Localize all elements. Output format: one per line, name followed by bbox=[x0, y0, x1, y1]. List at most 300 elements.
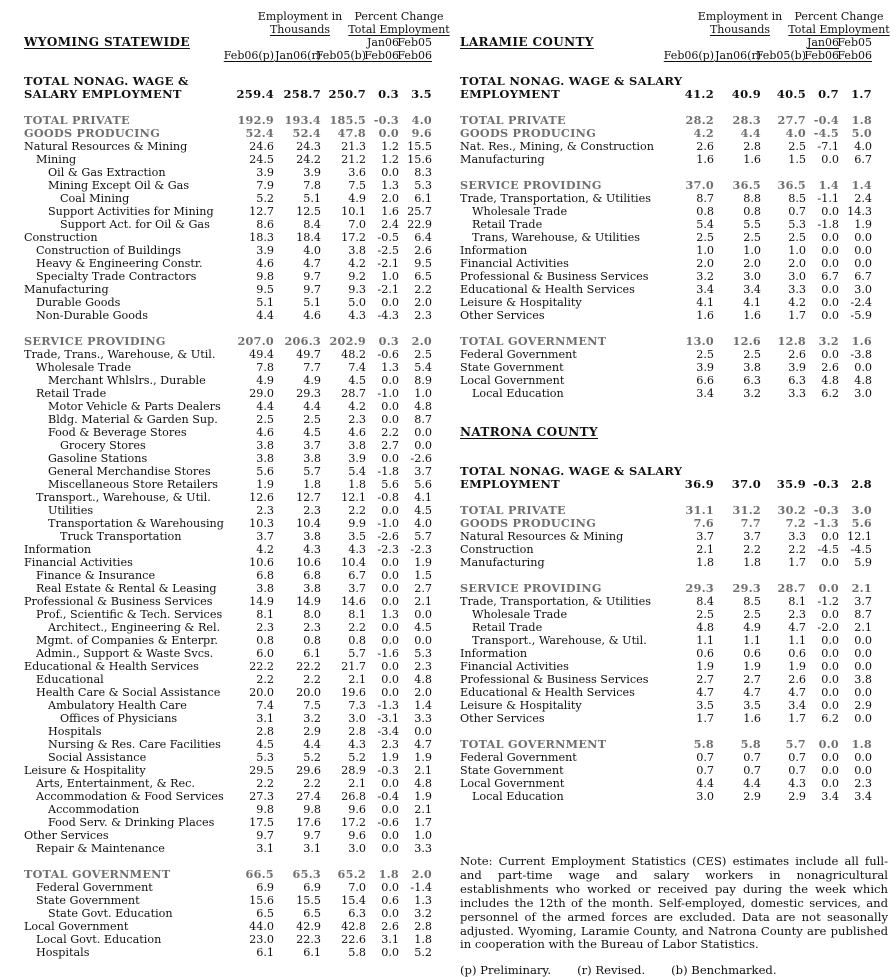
row-label: Social Assistance bbox=[48, 751, 147, 764]
cell-value: 15.6 bbox=[407, 153, 432, 166]
cell-value: 7.8 bbox=[303, 179, 321, 192]
cell-value: 4.7 bbox=[788, 686, 806, 699]
table-row bbox=[24, 88, 432, 101]
table-row bbox=[24, 127, 432, 140]
cell-value: 7.5 bbox=[348, 179, 366, 192]
cell-value: 2.1 bbox=[414, 595, 432, 608]
methodology-note: Note: Current Employment Statistics (CES) estimates include all full- and part-time wage and salary workers in nonagricultural establishments who worked or received pay during the week which includes the 12th of the month. Self-employed, domestic services, and personnel of the armed forces are excluded. Data are not seasonally adjusted. Wyoming, Laramie County, and Natrona County are published in cooperation with the Bureau of Labor Statistics. bbox=[460, 854, 888, 952]
cell-value: 7.9 bbox=[256, 179, 274, 192]
cell-value: 12.6 bbox=[732, 334, 761, 348]
cell-value: 185.5 bbox=[329, 113, 366, 127]
row-label: Repair & Maintenance bbox=[36, 842, 165, 855]
cell-value: 0.0 bbox=[381, 829, 399, 842]
cell-value: 2.5 bbox=[256, 413, 274, 426]
cell-value: 2.5 bbox=[743, 231, 761, 244]
cell-value: 31.1 bbox=[685, 503, 714, 517]
table-row bbox=[24, 660, 432, 673]
cell-value: 48.2 bbox=[341, 348, 366, 361]
cell-value: 3.7 bbox=[854, 595, 872, 608]
cell-value: 8.7 bbox=[854, 608, 872, 621]
cell-value: 5.3 bbox=[256, 751, 274, 764]
cell-value: 2.1 bbox=[851, 581, 872, 595]
cell-value: 8.0 bbox=[303, 608, 321, 621]
table-row bbox=[24, 478, 432, 491]
cell-value: 3.0 bbox=[788, 270, 806, 283]
table-row bbox=[460, 647, 872, 660]
cell-value: 5.1 bbox=[303, 192, 321, 205]
cell-value: 18.3 bbox=[249, 231, 274, 244]
cell-value: 1.0 bbox=[381, 270, 399, 283]
cell-value: 7.5 bbox=[303, 699, 321, 712]
cell-value: 5.9 bbox=[854, 556, 872, 569]
cell-value: 0.0 bbox=[381, 556, 399, 569]
cell-value: 10.1 bbox=[341, 205, 366, 218]
cell-value: 20.0 bbox=[296, 686, 321, 699]
cell-value: 41.2 bbox=[684, 87, 714, 101]
row-label: TOTAL PRIVATE bbox=[460, 113, 566, 127]
cell-value: 4.1 bbox=[743, 296, 761, 309]
cell-value: 5.6 bbox=[851, 516, 872, 530]
cell-value: 8.9 bbox=[414, 374, 432, 387]
cell-value: 9.6 bbox=[348, 829, 366, 842]
cell-value: 1.7 bbox=[414, 816, 432, 829]
cell-value: 1.1 bbox=[788, 634, 806, 647]
table-row bbox=[460, 478, 872, 491]
row-label: Non-Durable Goods bbox=[36, 309, 148, 322]
cell-value: 12.1 bbox=[847, 530, 872, 543]
cell-value: 5.2 bbox=[303, 751, 321, 764]
cell-value: 37.0 bbox=[731, 477, 761, 491]
table-row bbox=[24, 621, 432, 634]
cell-value: 0.0 bbox=[381, 504, 399, 517]
cell-value: 19.6 bbox=[341, 686, 366, 699]
cell-value: 2.0 bbox=[414, 686, 432, 699]
cell-value: 0.8 bbox=[348, 634, 366, 647]
col-header-feb06-mom: Feb06 bbox=[364, 49, 399, 62]
cell-value: 4.3 bbox=[303, 543, 321, 556]
row-label: Manufacturing bbox=[460, 153, 545, 166]
table-row bbox=[24, 192, 432, 205]
cell-value: 0.7 bbox=[743, 751, 761, 764]
col-header-feb06p: Feb06(p) bbox=[223, 49, 274, 62]
table-row bbox=[24, 244, 432, 257]
cell-value: 0.6 bbox=[696, 647, 714, 660]
cell-value: 28.3 bbox=[732, 113, 761, 127]
cell-value: 27.3 bbox=[249, 790, 274, 803]
row-label: Accommodation & Food Services bbox=[36, 790, 224, 803]
table-row bbox=[24, 894, 432, 907]
row-label: Hospitals bbox=[48, 725, 102, 738]
row-label: Trans, Warehouse, & Utilities bbox=[472, 231, 640, 244]
cell-value: 0.0 bbox=[381, 296, 399, 309]
cell-value: 0.8 bbox=[256, 634, 274, 647]
cell-value: 3.7 bbox=[696, 530, 714, 543]
table-row bbox=[24, 205, 432, 218]
cell-value: 28.2 bbox=[685, 113, 714, 127]
table-row bbox=[460, 634, 872, 647]
cell-value: 2.3 bbox=[256, 621, 274, 634]
cell-value: 0.0 bbox=[854, 361, 872, 374]
row-label: Other Services bbox=[460, 309, 545, 322]
cell-value: 2.2 bbox=[788, 543, 806, 556]
cell-value: 3.0 bbox=[696, 790, 714, 803]
cell-value: 0.0 bbox=[381, 166, 399, 179]
table-row bbox=[460, 348, 872, 361]
cell-value: 3.7 bbox=[414, 465, 432, 478]
cell-value: 3.1 bbox=[256, 842, 274, 855]
cell-value: -5.9 bbox=[850, 309, 872, 322]
cell-value: 3.0 bbox=[851, 503, 872, 517]
cell-value: 1.6 bbox=[696, 309, 714, 322]
table-row bbox=[460, 335, 872, 348]
cell-value: 1.9 bbox=[414, 790, 432, 803]
cell-value: 0.8 bbox=[303, 634, 321, 647]
cell-value: 0.0 bbox=[818, 737, 839, 751]
cell-value: 26.8 bbox=[341, 790, 366, 803]
cell-value: 5.4 bbox=[414, 361, 432, 374]
cell-value: 0.0 bbox=[381, 660, 399, 673]
cell-value: 2.5 bbox=[303, 413, 321, 426]
cell-value: 15.6 bbox=[249, 894, 274, 907]
cell-value: 52.4 bbox=[245, 126, 274, 140]
cell-value: 6.5 bbox=[256, 907, 274, 920]
cell-value: 12.1 bbox=[341, 491, 366, 504]
row-label: Educational & Health Services bbox=[24, 660, 199, 673]
cell-value: 4.9 bbox=[743, 621, 761, 634]
row-label: Prof., Scientific & Tech. Services bbox=[36, 608, 223, 621]
cell-value: 1.7 bbox=[788, 556, 806, 569]
cell-value: 20.0 bbox=[249, 686, 274, 699]
cell-value: 0.0 bbox=[821, 764, 839, 777]
table-row bbox=[24, 829, 432, 842]
col-header-feb05b: Feb05(b) bbox=[755, 49, 806, 62]
total-employment-label: Total Employment bbox=[348, 23, 450, 36]
cell-value: -0.6 bbox=[377, 816, 399, 829]
cell-value: 1.0 bbox=[414, 829, 432, 842]
row-label: GOODS PRODUCING bbox=[460, 516, 597, 530]
cell-value: 0.0 bbox=[381, 621, 399, 634]
cell-value: -2.6 bbox=[377, 530, 399, 543]
row-label: Local Govt. Education bbox=[36, 933, 162, 946]
row-label: Accommodation bbox=[48, 803, 140, 816]
cell-value: 0.0 bbox=[414, 426, 432, 439]
cell-value: -1.4 bbox=[410, 881, 432, 894]
cell-value: 5.3 bbox=[414, 647, 432, 660]
cell-value: 2.5 bbox=[696, 231, 714, 244]
cell-value: 8.6 bbox=[256, 218, 274, 231]
cell-value: 7.4 bbox=[256, 699, 274, 712]
cell-value: 1.0 bbox=[743, 244, 761, 257]
table-row bbox=[24, 634, 432, 647]
cell-value: 1.3 bbox=[381, 361, 399, 374]
cell-value: 1.8 bbox=[348, 478, 366, 491]
cell-value: 3.3 bbox=[788, 530, 806, 543]
cell-value: 37.0 bbox=[685, 178, 714, 192]
table-row bbox=[460, 283, 872, 296]
cell-value: -2.3 bbox=[410, 543, 432, 556]
table-row bbox=[24, 374, 432, 387]
cell-value: 5.2 bbox=[256, 192, 274, 205]
cell-value: -3.4 bbox=[377, 725, 399, 738]
cell-value: 4.4 bbox=[303, 400, 321, 413]
cell-value: 2.0 bbox=[743, 257, 761, 270]
table-row bbox=[24, 517, 432, 530]
row-label: Food Serv. & Drinking Places bbox=[48, 816, 215, 829]
table-row bbox=[24, 946, 432, 959]
cell-value: 52.4 bbox=[292, 126, 321, 140]
cell-value: 3.8 bbox=[854, 673, 872, 686]
cell-value: 0.0 bbox=[414, 608, 432, 621]
laramie-rows bbox=[460, 75, 872, 400]
cell-value: 4.9 bbox=[303, 374, 321, 387]
cell-value: 0.0 bbox=[821, 777, 839, 790]
cell-value: 0.0 bbox=[381, 400, 399, 413]
cell-value: 2.2 bbox=[303, 777, 321, 790]
cell-value: 2.8 bbox=[414, 920, 432, 933]
cell-value: 12.6 bbox=[249, 491, 274, 504]
cell-value: 1.1 bbox=[743, 634, 761, 647]
table-row bbox=[24, 673, 432, 686]
row-label: Trade, Transportation, & Utilities bbox=[460, 192, 651, 205]
cell-value: 28.9 bbox=[341, 764, 366, 777]
table-row bbox=[24, 790, 432, 803]
cell-value: 2.5 bbox=[743, 348, 761, 361]
row-label: Wholesale Trade bbox=[472, 608, 568, 621]
cell-value: -1.3 bbox=[377, 699, 399, 712]
cell-value: 0.0 bbox=[821, 257, 839, 270]
cell-value: 4.0 bbox=[785, 126, 806, 140]
cell-value: 1.5 bbox=[414, 569, 432, 582]
cell-value: 1.4 bbox=[818, 178, 839, 192]
cell-value: 0.0 bbox=[821, 673, 839, 686]
table-row bbox=[460, 231, 872, 244]
cell-value: 28.7 bbox=[341, 387, 366, 400]
cell-value: -3.8 bbox=[850, 348, 872, 361]
cell-value: 2.0 bbox=[381, 192, 399, 205]
cell-value: 3.9 bbox=[696, 361, 714, 374]
cell-value: 1.6 bbox=[851, 334, 872, 348]
cell-value: 29.0 bbox=[249, 387, 274, 400]
cell-value: 2.7 bbox=[381, 439, 399, 452]
row-label: Construction of Buildings bbox=[36, 244, 181, 257]
cell-value: 0.0 bbox=[821, 751, 839, 764]
cell-value: 4.4 bbox=[303, 738, 321, 751]
table-row bbox=[460, 660, 872, 673]
cell-value: 4.2 bbox=[348, 400, 366, 413]
cell-value: 24.2 bbox=[296, 153, 321, 166]
cell-value: 2.4 bbox=[854, 192, 872, 205]
cell-value: 14.9 bbox=[249, 595, 274, 608]
cell-value: 3.8 bbox=[256, 582, 274, 595]
cell-value: 9.8 bbox=[256, 270, 274, 283]
row-label: Transportation & Warehousing bbox=[48, 517, 224, 530]
row-label: Construction bbox=[24, 231, 98, 244]
row-label: Utilities bbox=[48, 504, 94, 517]
cell-value: 8.7 bbox=[696, 192, 714, 205]
cell-value: 3.3 bbox=[414, 712, 432, 725]
cell-value: 2.3 bbox=[854, 777, 872, 790]
cell-value: 10.6 bbox=[296, 556, 321, 569]
row-label: Transport., Warehouse, & Util. bbox=[36, 491, 211, 504]
cell-value: 8.1 bbox=[256, 608, 274, 621]
row-label: Local Government bbox=[460, 777, 565, 790]
cell-value: 22.3 bbox=[296, 933, 321, 946]
cell-value: 0.0 bbox=[854, 231, 872, 244]
row-label: Offices of Physicians bbox=[60, 712, 178, 725]
cell-value: 4.4 bbox=[696, 777, 714, 790]
cell-value: 2.2 bbox=[743, 543, 761, 556]
cell-value: -2.0 bbox=[817, 621, 839, 634]
table-row bbox=[24, 725, 432, 738]
cell-value: 9.7 bbox=[303, 283, 321, 296]
table-row bbox=[24, 439, 432, 452]
cell-value: 0.0 bbox=[821, 699, 839, 712]
cell-value: 23.0 bbox=[249, 933, 274, 946]
row-label: Mining bbox=[36, 153, 77, 166]
table-row bbox=[24, 400, 432, 413]
cell-value: 3.8 bbox=[303, 452, 321, 465]
cell-value: 1.0 bbox=[788, 244, 806, 257]
cell-value: 6.0 bbox=[256, 647, 274, 660]
row-label: Miscellaneous Store Retailers bbox=[48, 478, 219, 491]
row-label: Local Education bbox=[472, 387, 564, 400]
cell-value: 1.0 bbox=[696, 244, 714, 257]
table-row bbox=[24, 764, 432, 777]
cell-value: 2.3 bbox=[303, 621, 321, 634]
row-label: Local Government bbox=[460, 374, 565, 387]
cell-value: 5.1 bbox=[303, 296, 321, 309]
cell-value: 0.0 bbox=[381, 413, 399, 426]
cell-value: 3.7 bbox=[743, 530, 761, 543]
cell-value: -1.8 bbox=[817, 218, 839, 231]
cell-value: 2.3 bbox=[348, 413, 366, 426]
cell-value: 7.0 bbox=[348, 881, 366, 894]
table-row bbox=[460, 777, 872, 790]
table-row bbox=[460, 192, 872, 205]
cell-value: 3.0 bbox=[348, 842, 366, 855]
cell-value: 0.0 bbox=[381, 881, 399, 894]
cell-value: 18.4 bbox=[296, 231, 321, 244]
cell-value: 0.0 bbox=[821, 205, 839, 218]
cell-value: 1.8 bbox=[303, 478, 321, 491]
table-row bbox=[460, 296, 872, 309]
cell-value: 5.1 bbox=[256, 296, 274, 309]
cell-value: 3.8 bbox=[256, 439, 274, 452]
table-row bbox=[460, 361, 872, 374]
table-row bbox=[24, 335, 432, 348]
table-row bbox=[24, 933, 432, 946]
cell-value: 22.6 bbox=[341, 933, 366, 946]
cell-value: -2.1 bbox=[377, 283, 399, 296]
cell-value: 0.0 bbox=[381, 452, 399, 465]
cell-value: 1.0 bbox=[414, 387, 432, 400]
table-row bbox=[24, 530, 432, 543]
cell-value: 6.2 bbox=[821, 712, 839, 725]
row-label: SERVICE PROVIDING bbox=[24, 334, 166, 348]
cell-value: 1.8 bbox=[378, 867, 399, 881]
cell-value: 2.1 bbox=[414, 764, 432, 777]
cell-value: 1.6 bbox=[381, 205, 399, 218]
cell-value: 0.0 bbox=[818, 581, 839, 595]
table-row bbox=[24, 166, 432, 179]
cell-value: 259.4 bbox=[236, 87, 274, 101]
cell-value: 3.9 bbox=[348, 452, 366, 465]
cell-value: -0.8 bbox=[377, 491, 399, 504]
cell-value: 3.0 bbox=[743, 270, 761, 283]
cell-value: 1.7 bbox=[696, 712, 714, 725]
row-label: Manufacturing bbox=[24, 283, 109, 296]
statewide-rows bbox=[24, 75, 432, 959]
cell-value: 17.2 bbox=[341, 231, 366, 244]
cell-value: 49.4 bbox=[249, 348, 274, 361]
cell-value: -3.1 bbox=[377, 712, 399, 725]
cell-value: 24.3 bbox=[296, 140, 321, 153]
row-label: Trade, Trans., Warehouse, & Util. bbox=[24, 348, 216, 361]
cell-value: 49.7 bbox=[296, 348, 321, 361]
cell-value: 9.7 bbox=[256, 829, 274, 842]
cell-value: 0.0 bbox=[414, 725, 432, 738]
cell-value: 2.1 bbox=[854, 621, 872, 634]
row-label: TOTAL NONAG. WAGE & SALARY bbox=[460, 74, 683, 88]
cell-value: 250.7 bbox=[328, 87, 366, 101]
cell-value: 4.5 bbox=[303, 426, 321, 439]
col-header-jan06r: Jan06(r) bbox=[275, 49, 321, 62]
row-label: Arts, Entertainment, & Rec. bbox=[36, 777, 195, 790]
table-row bbox=[24, 738, 432, 751]
cell-value: 1.8 bbox=[851, 737, 872, 751]
row-label: Health Care & Social Assistance bbox=[36, 686, 221, 699]
table-row bbox=[460, 309, 872, 322]
table-row bbox=[24, 595, 432, 608]
cell-value: 2.8 bbox=[256, 725, 274, 738]
cell-value: 2.8 bbox=[851, 477, 872, 491]
cell-value: 4.6 bbox=[256, 257, 274, 270]
cell-value: 9.7 bbox=[303, 270, 321, 283]
row-label: Transport., Warehouse, & Util. bbox=[472, 634, 647, 647]
table-row bbox=[24, 504, 432, 517]
table-row bbox=[24, 348, 432, 361]
cell-value: 24.6 bbox=[249, 140, 274, 153]
cell-value: 9.3 bbox=[348, 283, 366, 296]
col-subheader-feb05: Feb05 bbox=[397, 36, 432, 49]
cell-value: 1.8 bbox=[851, 113, 872, 127]
row-label: Wholesale Trade bbox=[36, 361, 132, 374]
cell-value: 44.0 bbox=[249, 920, 274, 933]
cell-value: 0.0 bbox=[381, 907, 399, 920]
cell-value: 207.0 bbox=[237, 334, 274, 348]
cell-value: 7.8 bbox=[256, 361, 274, 374]
cell-value: -2.4 bbox=[850, 296, 872, 309]
cell-value: 0.0 bbox=[414, 634, 432, 647]
cell-value: 7.0 bbox=[348, 218, 366, 231]
table-row bbox=[24, 465, 432, 478]
table-row bbox=[24, 140, 432, 153]
col-header-feb06-yoy: Feb06 bbox=[837, 49, 872, 62]
cell-value: 25.7 bbox=[407, 205, 432, 218]
cell-value: 22.2 bbox=[249, 660, 274, 673]
cell-value: 2.0 bbox=[414, 296, 432, 309]
row-label: State Govt. Education bbox=[48, 907, 173, 920]
cell-value: 2.4 bbox=[381, 218, 399, 231]
cell-value: 0.0 bbox=[821, 647, 839, 660]
cell-value: 1.9 bbox=[414, 751, 432, 764]
cell-value: 12.7 bbox=[296, 491, 321, 504]
cell-value: -7.1 bbox=[817, 140, 839, 153]
footnotes bbox=[460, 963, 872, 977]
cell-value: 42.9 bbox=[296, 920, 321, 933]
cell-value: 0.0 bbox=[821, 634, 839, 647]
cell-value: 4.7 bbox=[743, 686, 761, 699]
